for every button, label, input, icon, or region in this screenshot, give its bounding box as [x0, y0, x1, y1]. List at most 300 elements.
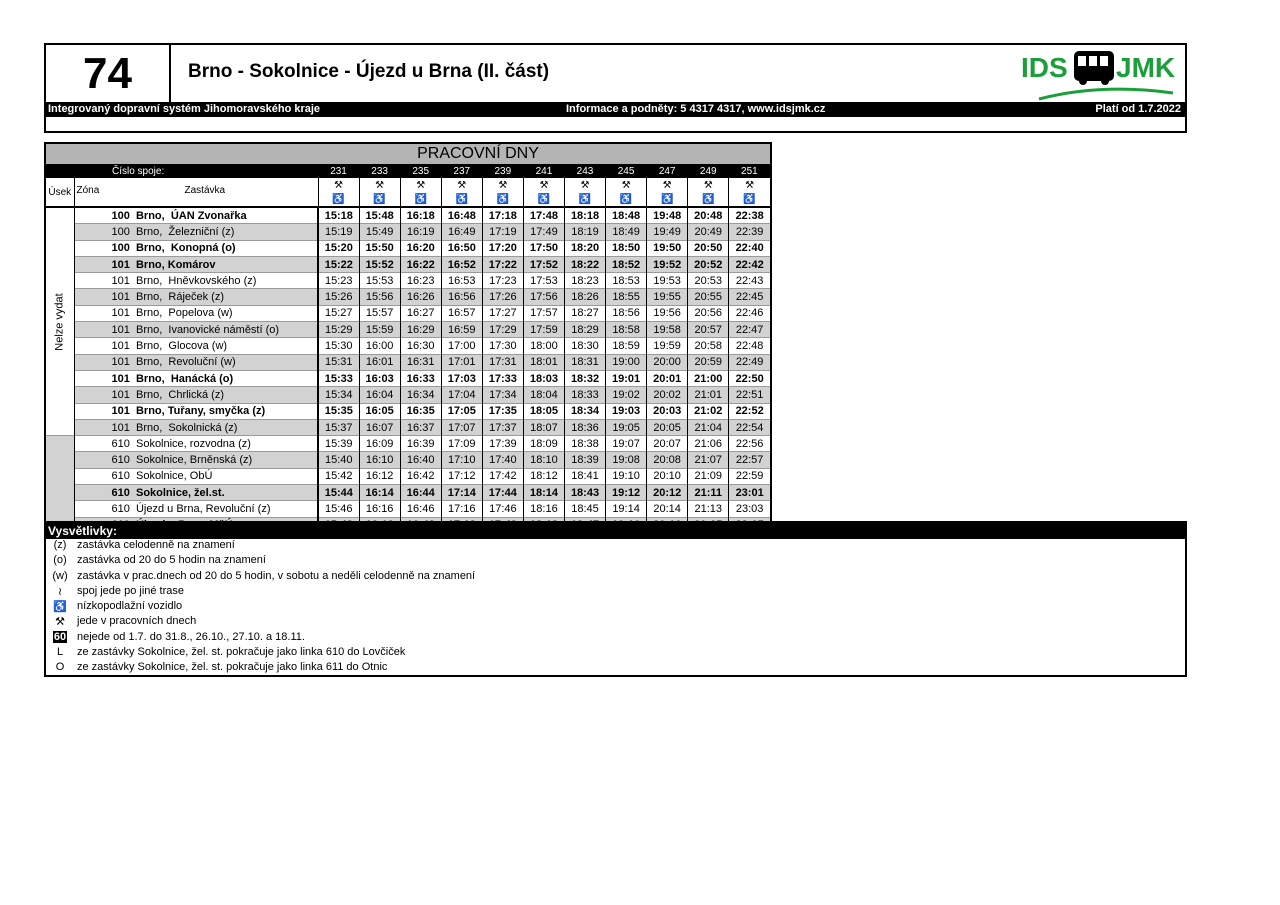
trip-number: 239 [482, 165, 523, 178]
stop-zone: 101 [111, 258, 130, 271]
stop-name: Sokolnice, rozvodna (z) [135, 437, 251, 450]
departure-time: 17:26 [482, 289, 523, 305]
departure-time: 18:05 [523, 403, 564, 419]
legend-symbol-text: (w) [52, 569, 68, 582]
departure-time: 22:59 [729, 468, 770, 484]
departure-time: 18:50 [606, 240, 647, 256]
departure-time: 16:30 [400, 338, 441, 354]
legend-item [46, 600, 1185, 615]
departure-time: 16:35 [400, 403, 441, 419]
departure-time: 18:16 [523, 501, 564, 517]
departure-time: 20:58 [688, 338, 729, 354]
trip-number: 235 [400, 165, 441, 178]
workday-icon: ⚒ [729, 178, 770, 192]
departure-time: 21:02 [688, 403, 729, 419]
trip-number: 233 [359, 165, 400, 178]
departure-time: 16:03 [359, 370, 400, 386]
departure-time: 19:49 [647, 224, 688, 240]
stop-row [46, 485, 770, 501]
departure-time: 15:18 [318, 207, 359, 224]
stop-name: Brno, Konopná (o) [135, 242, 236, 255]
departure-time: 17:44 [482, 485, 523, 501]
departure-time: 18:32 [564, 370, 605, 386]
trip-number: 231 [318, 165, 359, 178]
departure-time: 19:00 [606, 354, 647, 370]
departure-time: 17:57 [523, 305, 564, 321]
departure-time: 23:01 [729, 485, 770, 501]
departure-time: 21:04 [688, 419, 729, 435]
trip-number: 247 [647, 165, 688, 178]
stop-name: Sokolnice, ObÚ [135, 470, 213, 483]
line-number: 74 [46, 45, 171, 102]
trip-number: 241 [523, 165, 564, 178]
symbol-row-workday [46, 178, 770, 192]
departure-time: 20:05 [647, 419, 688, 435]
departure-time: 16:48 [441, 207, 482, 224]
wheelchair-icon: ♿ [400, 192, 441, 207]
stop-row [46, 452, 770, 468]
stop-name-cell [74, 452, 318, 468]
departure-time: 17:16 [441, 501, 482, 517]
departure-time: 16:59 [441, 322, 482, 338]
departure-time: 16:18 [400, 207, 441, 224]
stop-name: Brno, Komárov [135, 258, 216, 271]
stop-name-cell [74, 256, 318, 272]
stop-zone: 610 [111, 437, 130, 450]
legend-text: spoj jede po jiné trase [77, 584, 185, 597]
departure-time: 16:52 [441, 256, 482, 272]
departure-time: 17:37 [482, 419, 523, 435]
departure-time: 17:52 [523, 256, 564, 272]
departure-time: 18:19 [564, 224, 605, 240]
legend-symbol-text: ≀ [57, 585, 63, 598]
departure-time: 15:56 [359, 289, 400, 305]
legend-symbol-text: ⚒ [55, 616, 65, 629]
departure-time: 17:20 [482, 240, 523, 256]
departure-time: 18:22 [564, 256, 605, 272]
stop-name: Újezd u Brna, Revoluční (z) [135, 502, 271, 515]
stop-zone: 101 [111, 388, 130, 401]
departure-time: 18:59 [606, 338, 647, 354]
departure-time: 22:57 [729, 452, 770, 468]
departure-time: 18:48 [606, 207, 647, 224]
departure-time: 20:57 [688, 322, 729, 338]
trip-number: 243 [564, 165, 605, 178]
stop-zone: 610 [111, 470, 130, 483]
legend-text: jede v pracovních dnech [77, 615, 197, 628]
departure-time: 16:16 [359, 501, 400, 517]
departure-time: 18:55 [606, 289, 647, 305]
wheelchair-icon: ♿ [482, 192, 523, 207]
departure-time: 17:29 [482, 322, 523, 338]
departure-time: 19:05 [606, 419, 647, 435]
departure-time: 17:31 [482, 354, 523, 370]
stop-name-cell [74, 370, 318, 386]
departure-time: 19:50 [647, 240, 688, 256]
departure-time: 16:49 [441, 224, 482, 240]
departure-time: 18:18 [564, 207, 605, 224]
legend-text: zastávka celodenně na znamení [77, 539, 235, 551]
legend-symbol-text: 60 [53, 630, 67, 643]
departure-time: 18:31 [564, 354, 605, 370]
stop-row [46, 224, 770, 240]
departure-time: 17:35 [482, 403, 523, 419]
departure-time: 19:55 [647, 289, 688, 305]
departure-time: 17:53 [523, 273, 564, 289]
legend-symbol-text: ♿ [53, 601, 67, 614]
departure-time: 17:19 [482, 224, 523, 240]
departure-time: 19:01 [606, 370, 647, 386]
departure-time: 16:14 [359, 485, 400, 501]
workday-icon: ⚒ [482, 178, 523, 192]
stop-name-cell [74, 289, 318, 305]
departure-time: 16:23 [400, 273, 441, 289]
departure-time: 16:09 [359, 436, 400, 452]
bus-icon [1074, 51, 1114, 85]
legend-symbol [46, 631, 74, 643]
stop-row [46, 338, 770, 354]
col-zona: Zóna [76, 185, 100, 196]
departure-time: 20:02 [647, 387, 688, 403]
departure-time: 16:56 [441, 289, 482, 305]
day-type-title: PRACOVNÍ DNY [46, 144, 770, 165]
trip-number-row [46, 165, 770, 178]
departure-time: 17:04 [441, 387, 482, 403]
departure-time: 18:53 [606, 273, 647, 289]
departure-time: 18:10 [523, 452, 564, 468]
departure-time: 22:42 [729, 256, 770, 272]
legend-item [46, 539, 1185, 554]
stop-name: Brno, Sokolnická (z) [135, 421, 238, 434]
departure-time: 19:08 [606, 452, 647, 468]
departure-time: 19:10 [606, 468, 647, 484]
departure-time: 17:14 [441, 485, 482, 501]
departure-time: 16:27 [400, 305, 441, 321]
legend-item [46, 661, 1185, 676]
departure-time: 22:38 [729, 207, 770, 224]
departure-time: 18:52 [606, 256, 647, 272]
departure-time: 18:04 [523, 387, 564, 403]
departure-time: 16:42 [400, 468, 441, 484]
departure-time: 18:30 [564, 338, 605, 354]
departure-time: 22:40 [729, 240, 770, 256]
departure-time: 18:49 [606, 224, 647, 240]
departure-time: 19:48 [647, 207, 688, 224]
workday-icon: ⚒ [647, 178, 688, 192]
departure-time: 16:37 [400, 419, 441, 435]
legend-text: zastávka v prac.dnech od 20 do 5 hodin, v sobotu a neděli celodenně na znamení [77, 569, 476, 582]
departure-time: 15:50 [359, 240, 400, 256]
stop-name: Brno, Chrlická (z) [135, 388, 225, 401]
departure-time: 15:49 [359, 224, 400, 240]
departure-time: 22:52 [729, 403, 770, 419]
departure-time: 22:45 [729, 289, 770, 305]
info-bar [46, 102, 1185, 117]
legend-symbol [46, 554, 74, 566]
departure-time: 17:42 [482, 468, 523, 484]
departure-time: 20:03 [647, 403, 688, 419]
departure-time: 18:03 [523, 370, 564, 386]
legend-text: nejede od 1.7. do 31.8., 26.10., 27.10. a 18.11. [77, 630, 305, 643]
stop-name-cell [74, 322, 318, 338]
departure-time: 19:53 [647, 273, 688, 289]
stop-zone: 101 [111, 356, 130, 369]
stop-zone: 101 [111, 323, 130, 336]
departure-time: 19:52 [647, 256, 688, 272]
departure-time: 17:12 [441, 468, 482, 484]
stop-row [46, 370, 770, 386]
departure-time: 18:58 [606, 322, 647, 338]
departure-time: 18:34 [564, 403, 605, 419]
departure-time: 19:58 [647, 322, 688, 338]
stop-row [46, 207, 770, 224]
legend-item [46, 554, 1185, 569]
stop-zone: 610 [111, 502, 130, 515]
legend-items [46, 539, 1185, 677]
departure-time: 16:50 [441, 240, 482, 256]
departure-time: 15:20 [318, 240, 359, 256]
stop-name: Brno, Glocova (w) [135, 340, 228, 353]
stop-row [46, 289, 770, 305]
legend-symbol [46, 615, 74, 628]
wheelchair-icon: ♿ [359, 192, 400, 207]
departure-time: 22:50 [729, 370, 770, 386]
departure-time: 20:59 [688, 354, 729, 370]
legend-symbol [46, 539, 74, 551]
wheelchair-icon: ♿ [647, 192, 688, 207]
departure-time: 20:49 [688, 224, 729, 240]
stop-zone: 101 [111, 372, 130, 385]
departure-time: 17:07 [441, 419, 482, 435]
departure-time: 16:04 [359, 387, 400, 403]
departure-time: 20:48 [688, 207, 729, 224]
stop-row [46, 419, 770, 435]
wheelchair-icon: ♿ [688, 192, 729, 207]
departure-time: 16:22 [400, 256, 441, 272]
departure-time: 22:51 [729, 387, 770, 403]
stop-name-cell [74, 436, 318, 452]
departure-time: 16:00 [359, 338, 400, 354]
departure-time: 16:20 [400, 240, 441, 256]
departure-time: 17:09 [441, 436, 482, 452]
departure-time: 17:34 [482, 387, 523, 403]
departure-time: 20:08 [647, 452, 688, 468]
departure-time: 22:49 [729, 354, 770, 370]
stop-zone: 101 [111, 340, 130, 353]
departure-time: 15:33 [318, 370, 359, 386]
col-zona-zastavka [74, 178, 318, 207]
departure-time: 20:00 [647, 354, 688, 370]
stop-name-cell [74, 224, 318, 240]
wheelchair-icon: ♿ [729, 192, 770, 207]
departure-time: 21:01 [688, 387, 729, 403]
departure-time: 22:43 [729, 273, 770, 289]
stop-name-cell [74, 240, 318, 256]
departure-time: 19:12 [606, 485, 647, 501]
departure-time: 16:46 [400, 501, 441, 517]
departure-time: 17:49 [523, 224, 564, 240]
departure-time: 19:59 [647, 338, 688, 354]
departure-time: 17:05 [441, 403, 482, 419]
departure-time: 20:50 [688, 240, 729, 256]
departure-time: 19:14 [606, 501, 647, 517]
workday-icon: ⚒ [318, 178, 359, 192]
departure-time: 16:01 [359, 354, 400, 370]
departure-time: 19:02 [606, 387, 647, 403]
departure-time: 15:23 [318, 273, 359, 289]
usek-section-2 [46, 436, 74, 533]
departure-time: 18:00 [523, 338, 564, 354]
stop-name: Brno, Popelova (w) [135, 307, 233, 320]
departure-time: 16:44 [400, 485, 441, 501]
departure-time: 17:33 [482, 370, 523, 386]
legend-symbol [46, 661, 74, 673]
stop-name: Sokolnice, žel.st. [135, 486, 225, 499]
stop-name-cell [74, 387, 318, 403]
stop-row [46, 387, 770, 403]
stop-name-cell [74, 207, 318, 224]
departure-time: 17:40 [482, 452, 523, 468]
stop-name: Brno, Hanácká (o) [135, 372, 234, 385]
departure-time: 17:46 [482, 501, 523, 517]
stop-row [46, 322, 770, 338]
legend-item [46, 631, 1185, 646]
stop-zone: 101 [111, 405, 130, 418]
legend [44, 521, 1187, 677]
logo-ids-text: IDS [1021, 52, 1068, 83]
departure-time: 15:29 [318, 322, 359, 338]
stop-zone: 101 [111, 291, 130, 304]
stop-name-cell [74, 468, 318, 484]
departure-time: 16:31 [400, 354, 441, 370]
departure-time: 16:12 [359, 468, 400, 484]
stop-row [46, 468, 770, 484]
departure-time: 17:00 [441, 338, 482, 354]
departure-time: 15:31 [318, 354, 359, 370]
departure-time: 15:39 [318, 436, 359, 452]
departure-time: 17:59 [523, 322, 564, 338]
departure-time: 15:26 [318, 289, 359, 305]
timetable-grid [46, 165, 770, 533]
departure-time: 22:56 [729, 436, 770, 452]
stop-row [46, 354, 770, 370]
departure-time: 16:10 [359, 452, 400, 468]
departure-time: 18:09 [523, 436, 564, 452]
departure-time: 20:52 [688, 256, 729, 272]
workday-icon: ⚒ [688, 178, 729, 192]
legend-text: ze zastávky Sokolnice, žel. st. pokračuje jako linka 611 do Otnic [77, 661, 388, 674]
trip-number: 237 [441, 165, 482, 178]
stop-name-cell [74, 273, 318, 289]
departure-time: 22:48 [729, 338, 770, 354]
departure-time: 20:53 [688, 273, 729, 289]
legend-text: nízkopodlažní vozidlo [77, 600, 183, 613]
usek-section-1 [46, 207, 74, 436]
departure-time: 18:23 [564, 273, 605, 289]
departure-time: 15:35 [318, 403, 359, 419]
stop-row [46, 501, 770, 517]
trip-number-label: Číslo spoje: [46, 165, 318, 178]
legend-symbol-text: O [55, 661, 65, 674]
contact-info: Informace a podněty: 5 4317 4317, www.idsjmk.cz [566, 103, 826, 115]
stop-name-cell [74, 419, 318, 435]
stop-row [46, 305, 770, 321]
workday-icon: ⚒ [606, 178, 647, 192]
departure-time: 15:53 [359, 273, 400, 289]
departure-time: 19:56 [647, 305, 688, 321]
departure-time: 22:47 [729, 322, 770, 338]
departure-time: 15:42 [318, 468, 359, 484]
departure-time: 16:19 [400, 224, 441, 240]
valid-from: Platí od 1.7.2022 [1095, 103, 1181, 115]
legend-item [46, 570, 1185, 585]
departure-time: 16:34 [400, 387, 441, 403]
departure-time: 16:57 [441, 305, 482, 321]
timetable-header [44, 43, 1187, 133]
timetable [44, 142, 772, 535]
departure-time: 18:56 [606, 305, 647, 321]
stop-name-cell [74, 501, 318, 517]
departure-time: 18:27 [564, 305, 605, 321]
departure-time: 15:57 [359, 305, 400, 321]
departure-time: 21:00 [688, 370, 729, 386]
departure-time: 18:14 [523, 485, 564, 501]
workday-icon: ⚒ [564, 178, 605, 192]
stop-row [46, 240, 770, 256]
trip-number: 245 [606, 165, 647, 178]
departure-time: 21:13 [688, 501, 729, 517]
departure-time: 18:41 [564, 468, 605, 484]
departure-time: 21:06 [688, 436, 729, 452]
legend-text: zastávka od 20 do 5 hodin na znamení [77, 554, 266, 567]
departure-time: 21:07 [688, 452, 729, 468]
stop-name-cell [74, 305, 318, 321]
departure-time: 20:14 [647, 501, 688, 517]
departure-time: 17:18 [482, 207, 523, 224]
workday-icon: ⚒ [400, 178, 441, 192]
wheelchair-icon: ♿ [441, 192, 482, 207]
stop-name-cell [74, 403, 318, 419]
departure-time: 20:01 [647, 370, 688, 386]
legend-title: Vysvětlivky: [46, 523, 1185, 539]
legend-symbol-text: L [56, 646, 64, 659]
stop-zone: 101 [111, 421, 130, 434]
stop-row [46, 436, 770, 452]
departure-time: 20:12 [647, 485, 688, 501]
workday-icon: ⚒ [441, 178, 482, 192]
departure-time: 15:46 [318, 501, 359, 517]
departure-time: 17:56 [523, 289, 564, 305]
stop-name: Sokolnice, Brněnská (z) [135, 454, 253, 467]
departure-time: 22:54 [729, 419, 770, 435]
usek-label: Nelze vydat [53, 292, 66, 351]
stop-zone: 610 [111, 454, 130, 467]
stop-zone: 100 [111, 209, 130, 222]
departure-time: 15:52 [359, 256, 400, 272]
departure-time: 20:10 [647, 468, 688, 484]
trip-number: 249 [688, 165, 729, 178]
stop-name: Brno, Železniční (z) [135, 225, 235, 238]
departure-time: 16:29 [400, 322, 441, 338]
departure-time: 18:01 [523, 354, 564, 370]
stop-name-cell [74, 354, 318, 370]
stop-row [46, 403, 770, 419]
departure-time: 17:22 [482, 256, 523, 272]
departure-time: 17:50 [523, 240, 564, 256]
stop-name-cell [74, 338, 318, 354]
departure-time: 18:12 [523, 468, 564, 484]
departure-time: 16:05 [359, 403, 400, 419]
